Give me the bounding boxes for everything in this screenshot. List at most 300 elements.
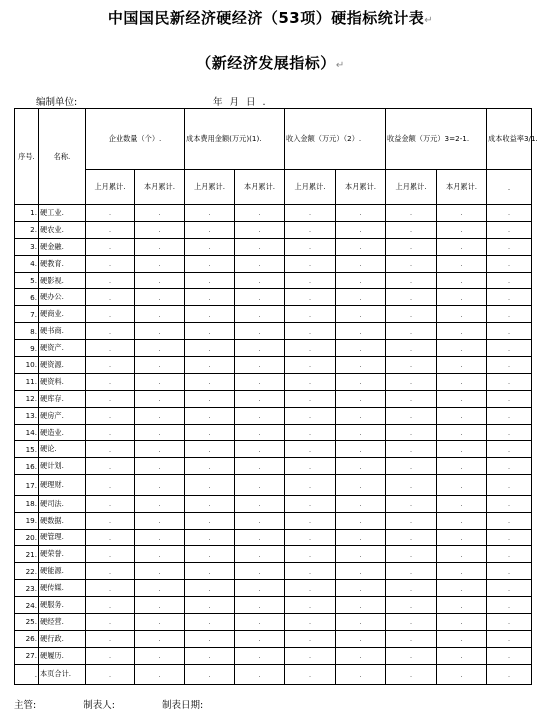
data-cell[interactable]: .	[487, 289, 532, 306]
data-cell[interactable]: .	[386, 238, 437, 255]
row-name: 硬传媒.	[39, 580, 86, 597]
data-cell[interactable]: .	[336, 441, 386, 458]
data-cell[interactable]: .	[135, 458, 185, 475]
data-cell[interactable]: .	[336, 272, 386, 289]
data-cell[interactable]: .	[135, 441, 185, 458]
data-cell[interactable]: .	[135, 357, 185, 374]
data-cell[interactable]: .	[135, 495, 185, 512]
data-cell[interactable]: .	[135, 205, 185, 222]
data-cell[interactable]: .	[487, 647, 532, 664]
data-cell[interactable]: .	[185, 238, 235, 255]
table-row	[15, 475, 532, 496]
data-cell[interactable]: .	[185, 563, 235, 580]
data-cell[interactable]: .	[336, 340, 386, 357]
row-name: 硬服务.	[39, 597, 86, 614]
data-cell[interactable]: .	[135, 613, 185, 630]
data-cell[interactable]: .	[336, 475, 386, 496]
data-cell[interactable]: .	[185, 373, 235, 390]
data-cell[interactable]: .	[235, 512, 285, 529]
data-cell[interactable]: .	[185, 407, 235, 424]
data-cell[interactable]: .	[235, 357, 285, 374]
data-cell[interactable]: .	[437, 664, 487, 685]
data-cell[interactable]: .	[386, 630, 437, 647]
data-cell[interactable]: .	[437, 289, 487, 306]
data-cell[interactable]: .	[86, 407, 135, 424]
data-cell[interactable]: .	[135, 289, 185, 306]
row-number: 6.	[15, 289, 39, 306]
data-cell[interactable]: .	[185, 475, 235, 496]
data-cell[interactable]: .	[235, 630, 285, 647]
data-cell[interactable]: .	[437, 221, 487, 238]
data-cell[interactable]: .	[235, 340, 285, 357]
signature-footer	[14, 697, 247, 711]
data-cell[interactable]: .	[86, 546, 135, 563]
data-cell[interactable]: .	[135, 529, 185, 546]
data-cell[interactable]: .	[285, 563, 336, 580]
data-cell[interactable]: .	[235, 546, 285, 563]
row-number: 24.	[15, 597, 39, 614]
data-cell[interactable]: .	[285, 597, 336, 614]
data-cell[interactable]: .	[235, 289, 285, 306]
data-cell[interactable]: .	[235, 441, 285, 458]
table-row	[15, 357, 532, 374]
data-cell[interactable]: .	[285, 323, 336, 340]
row-name: 本页合计.	[39, 664, 86, 685]
data-cell[interactable]: .	[135, 563, 185, 580]
data-cell[interactable]: .	[135, 580, 185, 597]
data-cell[interactable]: .	[235, 647, 285, 664]
data-cell[interactable]: .	[86, 272, 135, 289]
data-cell[interactable]: .	[437, 458, 487, 475]
data-cell[interactable]: .	[235, 373, 285, 390]
data-cell[interactable]: .	[336, 664, 386, 685]
data-cell[interactable]: .	[437, 647, 487, 664]
data-cell[interactable]: .	[386, 340, 437, 357]
data-cell[interactable]: .	[235, 272, 285, 289]
data-cell[interactable]: .	[235, 390, 285, 407]
row-number: 26.	[15, 630, 39, 647]
data-cell[interactable]: .	[437, 424, 487, 441]
data-cell[interactable]: .	[185, 306, 235, 323]
row-number: 23.	[15, 580, 39, 597]
data-cell[interactable]: .	[235, 323, 285, 340]
data-cell[interactable]: .	[285, 529, 336, 546]
data-cell[interactable]: .	[285, 664, 336, 685]
data-cell[interactable]: .	[86, 458, 135, 475]
data-cell[interactable]: .	[86, 390, 135, 407]
data-cell[interactable]: .	[437, 613, 487, 630]
data-cell[interactable]: .	[386, 205, 437, 222]
data-cell[interactable]: .	[86, 630, 135, 647]
data-cell[interactable]: .	[86, 323, 135, 340]
row-name: 硬能源.	[39, 563, 86, 580]
row-name: 硬商业.	[39, 306, 86, 323]
data-cell[interactable]: .	[86, 563, 135, 580]
data-cell[interactable]: .	[386, 441, 437, 458]
supervisor-label: 主管:	[14, 700, 37, 711]
data-cell[interactable]: .	[235, 563, 285, 580]
data-cell[interactable]: .	[336, 630, 386, 647]
data-cell[interactable]: .	[386, 580, 437, 597]
data-cell[interactable]: .	[437, 373, 487, 390]
data-cell[interactable]: .	[285, 289, 336, 306]
data-cell[interactable]: .	[86, 205, 135, 222]
row-number: 5.	[15, 272, 39, 289]
data-cell[interactable]: .	[487, 563, 532, 580]
row-name: 硬金融.	[39, 238, 86, 255]
data-cell[interactable]: .	[135, 323, 185, 340]
data-cell[interactable]: .	[336, 458, 386, 475]
data-cell[interactable]: .	[437, 529, 487, 546]
data-cell[interactable]: .	[487, 495, 532, 512]
table-row	[15, 289, 532, 306]
table-row	[15, 580, 532, 597]
data-cell[interactable]: .	[285, 255, 336, 272]
sub-header-cumulative: 上月累计.	[285, 170, 336, 205]
data-cell[interactable]: .	[235, 205, 285, 222]
row-number: 27.	[15, 647, 39, 664]
row-name: 硬计划.	[39, 458, 86, 475]
row-number: 14.	[15, 424, 39, 441]
data-cell[interactable]: .	[185, 495, 235, 512]
data-cell[interactable]: .	[285, 613, 336, 630]
data-cell[interactable]: .	[437, 597, 487, 614]
row-number: 4.	[15, 255, 39, 272]
row-number: 17.	[15, 475, 39, 496]
data-cell[interactable]: .	[386, 597, 437, 614]
data-cell[interactable]: .	[235, 495, 285, 512]
data-cell[interactable]: .	[135, 238, 185, 255]
data-cell[interactable]: .	[185, 512, 235, 529]
table-row	[15, 255, 532, 272]
data-cell[interactable]: .	[285, 340, 336, 357]
row-number: 19.	[15, 512, 39, 529]
data-cell[interactable]: .	[185, 580, 235, 597]
data-cell[interactable]: .	[135, 407, 185, 424]
data-cell[interactable]: .	[336, 495, 386, 512]
data-cell[interactable]: .	[386, 475, 437, 496]
data-cell[interactable]: .	[185, 323, 235, 340]
data-cell[interactable]: .	[86, 597, 135, 614]
data-cell[interactable]: .	[487, 597, 532, 614]
row-name: 硬库存.	[39, 390, 86, 407]
data-cell[interactable]: .	[185, 529, 235, 546]
data-cell[interactable]: .	[185, 289, 235, 306]
data-cell[interactable]: .	[336, 357, 386, 374]
data-cell[interactable]: .	[285, 306, 336, 323]
data-cell[interactable]: .	[185, 255, 235, 272]
table-row	[15, 512, 532, 529]
data-cell[interactable]: .	[86, 647, 135, 664]
data-cell[interactable]: .	[487, 580, 532, 597]
data-cell[interactable]: .	[336, 597, 386, 614]
data-cell[interactable]: .	[437, 563, 487, 580]
data-cell[interactable]: .	[386, 495, 437, 512]
data-cell[interactable]: .	[86, 340, 135, 357]
data-cell[interactable]: .	[285, 221, 336, 238]
data-cell[interactable]: .	[135, 272, 185, 289]
data-cell[interactable]: .	[86, 512, 135, 529]
data-cell[interactable]: .	[487, 373, 532, 390]
data-cell[interactable]: .	[185, 357, 235, 374]
data-cell[interactable]: .	[336, 512, 386, 529]
data-cell[interactable]: .	[336, 424, 386, 441]
data-cell[interactable]: .	[437, 580, 487, 597]
data-cell[interactable]: .	[285, 238, 336, 255]
data-cell[interactable]: .	[235, 458, 285, 475]
data-cell[interactable]: .	[386, 357, 437, 374]
data-cell[interactable]: .	[336, 238, 386, 255]
data-cell[interactable]: .	[235, 529, 285, 546]
data-cell[interactable]: .	[336, 529, 386, 546]
data-cell[interactable]: .	[86, 475, 135, 496]
data-cell[interactable]: .	[135, 647, 185, 664]
data-cell[interactable]: .	[437, 272, 487, 289]
data-cell[interactable]: .	[185, 390, 235, 407]
data-cell[interactable]: .	[336, 546, 386, 563]
data-cell[interactable]: .	[386, 529, 437, 546]
data-cell[interactable]: .	[285, 357, 336, 374]
data-cell[interactable]: .	[285, 630, 336, 647]
row-name: 硬司法.	[39, 495, 86, 512]
data-cell[interactable]: .	[86, 529, 135, 546]
data-cell[interactable]: .	[437, 323, 487, 340]
data-cell[interactable]: .	[135, 306, 185, 323]
table-row	[15, 529, 532, 546]
data-cell[interactable]: .	[235, 597, 285, 614]
row-number: 2.	[15, 221, 39, 238]
row-name: 硬农业.	[39, 221, 86, 238]
data-cell[interactable]: .	[437, 357, 487, 374]
data-cell[interactable]: .	[86, 441, 135, 458]
data-cell[interactable]: .	[386, 512, 437, 529]
data-cell[interactable]: .	[386, 563, 437, 580]
data-cell[interactable]: .	[487, 272, 532, 289]
data-cell[interactable]: .	[135, 373, 185, 390]
data-cell[interactable]: .	[285, 373, 336, 390]
data-cell[interactable]: .	[336, 289, 386, 306]
data-cell[interactable]: .	[386, 613, 437, 630]
data-cell[interactable]: .	[285, 407, 336, 424]
data-cell[interactable]: .	[437, 630, 487, 647]
row-name: 硬资料.	[39, 373, 86, 390]
data-cell[interactable]: .	[487, 390, 532, 407]
data-cell[interactable]: .	[285, 205, 336, 222]
data-cell[interactable]: .	[336, 373, 386, 390]
data-cell[interactable]: .	[135, 546, 185, 563]
data-cell[interactable]: .	[135, 255, 185, 272]
data-cell[interactable]: .	[336, 323, 386, 340]
row-number: 12.	[15, 390, 39, 407]
data-cell[interactable]: .	[185, 441, 235, 458]
data-cell[interactable]: .	[336, 390, 386, 407]
data-cell[interactable]: .	[336, 306, 386, 323]
data-cell[interactable]: .	[285, 458, 336, 475]
data-cell[interactable]: .	[235, 407, 285, 424]
data-cell[interactable]: .	[487, 323, 532, 340]
data-cell[interactable]: .	[487, 546, 532, 563]
data-cell[interactable]: .	[437, 495, 487, 512]
header-seq: 序号.	[15, 109, 39, 205]
data-cell[interactable]: .	[386, 255, 437, 272]
data-cell[interactable]: .	[487, 424, 532, 441]
data-cell[interactable]: .	[86, 373, 135, 390]
data-cell[interactable]: .	[437, 205, 487, 222]
data-cell[interactable]: .	[185, 221, 235, 238]
data-cell[interactable]: .	[285, 272, 336, 289]
data-cell[interactable]: .	[135, 424, 185, 441]
data-cell[interactable]: .	[185, 613, 235, 630]
data-cell[interactable]: .	[235, 306, 285, 323]
data-cell[interactable]: .	[487, 441, 532, 458]
data-cell[interactable]: .	[86, 357, 135, 374]
data-cell[interactable]: .	[386, 664, 437, 685]
data-cell[interactable]: .	[386, 424, 437, 441]
data-cell[interactable]: .	[135, 597, 185, 614]
data-cell[interactable]: .	[386, 390, 437, 407]
data-cell[interactable]: .	[487, 238, 532, 255]
data-cell[interactable]: .	[285, 495, 336, 512]
data-cell[interactable]: .	[437, 306, 487, 323]
data-cell[interactable]: .	[386, 289, 437, 306]
row-name: 硬数据.	[39, 512, 86, 529]
data-cell[interactable]: .	[386, 546, 437, 563]
data-cell[interactable]: .	[185, 205, 235, 222]
sub-header-cumulative: 上月累计.	[86, 170, 135, 205]
data-cell[interactable]: .	[285, 580, 336, 597]
header-rate: 成本收益率3/1.	[487, 109, 532, 170]
data-cell[interactable]: .	[185, 458, 235, 475]
data-cell[interactable]: .	[185, 340, 235, 357]
data-cell[interactable]: .	[487, 255, 532, 272]
data-cell[interactable]: .	[235, 221, 285, 238]
data-cell[interactable]: .	[437, 255, 487, 272]
data-cell[interactable]: .	[135, 340, 185, 357]
data-cell[interactable]: .	[336, 613, 386, 630]
data-cell[interactable]: .	[437, 340, 487, 357]
data-cell[interactable]: .	[135, 390, 185, 407]
data-cell[interactable]: .	[336, 255, 386, 272]
row-number: 7.	[15, 306, 39, 323]
data-cell[interactable]: .	[235, 613, 285, 630]
data-cell[interactable]: .	[135, 664, 185, 685]
data-cell[interactable]: .	[135, 221, 185, 238]
data-cell[interactable]: .	[185, 630, 235, 647]
data-cell[interactable]: .	[285, 424, 336, 441]
data-cell[interactable]: .	[235, 664, 285, 685]
data-cell[interactable]: .	[285, 390, 336, 407]
table-row	[15, 205, 532, 222]
data-cell[interactable]: .	[487, 306, 532, 323]
table-row	[15, 630, 532, 647]
data-cell[interactable]: .	[487, 613, 532, 630]
data-cell[interactable]: .	[487, 475, 532, 496]
data-cell[interactable]: .	[487, 407, 532, 424]
data-cell[interactable]: .	[437, 546, 487, 563]
data-cell[interactable]: .	[235, 238, 285, 255]
table-row	[15, 390, 532, 407]
data-cell[interactable]: .	[135, 630, 185, 647]
data-cell[interactable]: .	[235, 580, 285, 597]
data-cell[interactable]: .	[285, 647, 336, 664]
data-cell[interactable]: .	[185, 546, 235, 563]
data-cell[interactable]: .	[285, 512, 336, 529]
table-title: 中国国民新经济硬经济（53项）硬指标统计表↵	[107, 9, 434, 27]
data-cell[interactable]: .	[336, 580, 386, 597]
data-cell[interactable]: .	[86, 289, 135, 306]
data-cell[interactable]: .	[437, 512, 487, 529]
data-cell[interactable]: .	[235, 424, 285, 441]
data-cell[interactable]: .	[487, 512, 532, 529]
sub-header-cumulative: 上月累计.	[185, 170, 235, 205]
data-cell[interactable]: .	[86, 580, 135, 597]
data-cell[interactable]: .	[86, 221, 135, 238]
data-cell[interactable]: .	[437, 407, 487, 424]
data-cell[interactable]: .	[336, 407, 386, 424]
data-cell[interactable]: .	[437, 238, 487, 255]
data-cell[interactable]: .	[185, 647, 235, 664]
data-cell[interactable]: .	[437, 390, 487, 407]
data-cell[interactable]: .	[185, 272, 235, 289]
row-name: 硬履历.	[39, 647, 86, 664]
data-cell[interactable]: .	[487, 340, 532, 357]
data-cell[interactable]: .	[487, 529, 532, 546]
data-cell[interactable]: .	[185, 597, 235, 614]
row-name: 硬书商.	[39, 323, 86, 340]
data-cell[interactable]: .	[86, 238, 135, 255]
data-cell[interactable]: .	[336, 221, 386, 238]
data-cell[interactable]: .	[386, 458, 437, 475]
data-cell[interactable]: .	[336, 563, 386, 580]
data-cell[interactable]: .	[86, 664, 135, 685]
data-cell[interactable]: .	[285, 475, 336, 496]
data-cell[interactable]: .	[135, 512, 185, 529]
data-cell[interactable]: .	[285, 546, 336, 563]
data-cell[interactable]: .	[386, 647, 437, 664]
data-cell[interactable]: .	[487, 458, 532, 475]
data-cell[interactable]: .	[386, 373, 437, 390]
data-cell[interactable]: .	[437, 475, 487, 496]
data-cell[interactable]: .	[135, 475, 185, 496]
data-cell[interactable]: .	[386, 407, 437, 424]
data-cell[interactable]: .	[437, 441, 487, 458]
data-cell[interactable]: .	[285, 441, 336, 458]
data-cell[interactable]: .	[185, 664, 235, 685]
data-cell[interactable]: .	[386, 306, 437, 323]
data-cell[interactable]: .	[487, 205, 532, 222]
data-cell[interactable]: .	[487, 630, 532, 647]
data-cell[interactable]: .	[185, 424, 235, 441]
data-cell[interactable]: .	[386, 272, 437, 289]
data-cell[interactable]: .	[487, 357, 532, 374]
data-cell[interactable]: .	[386, 323, 437, 340]
data-cell[interactable]: .	[487, 664, 532, 685]
table-row	[15, 647, 532, 664]
data-cell[interactable]: .	[386, 221, 437, 238]
data-cell[interactable]: .	[86, 306, 135, 323]
data-cell[interactable]: .	[86, 255, 135, 272]
data-cell[interactable]: .	[336, 205, 386, 222]
data-cell[interactable]: .	[86, 424, 135, 441]
data-cell[interactable]: .	[86, 613, 135, 630]
row-name: 硬房产.	[39, 407, 86, 424]
data-cell[interactable]: .	[487, 221, 532, 238]
data-cell[interactable]: .	[235, 255, 285, 272]
data-cell[interactable]: .	[86, 495, 135, 512]
data-cell[interactable]: .	[336, 647, 386, 664]
row-name: 硬经营.	[39, 613, 86, 630]
data-cell[interactable]: .	[235, 475, 285, 496]
